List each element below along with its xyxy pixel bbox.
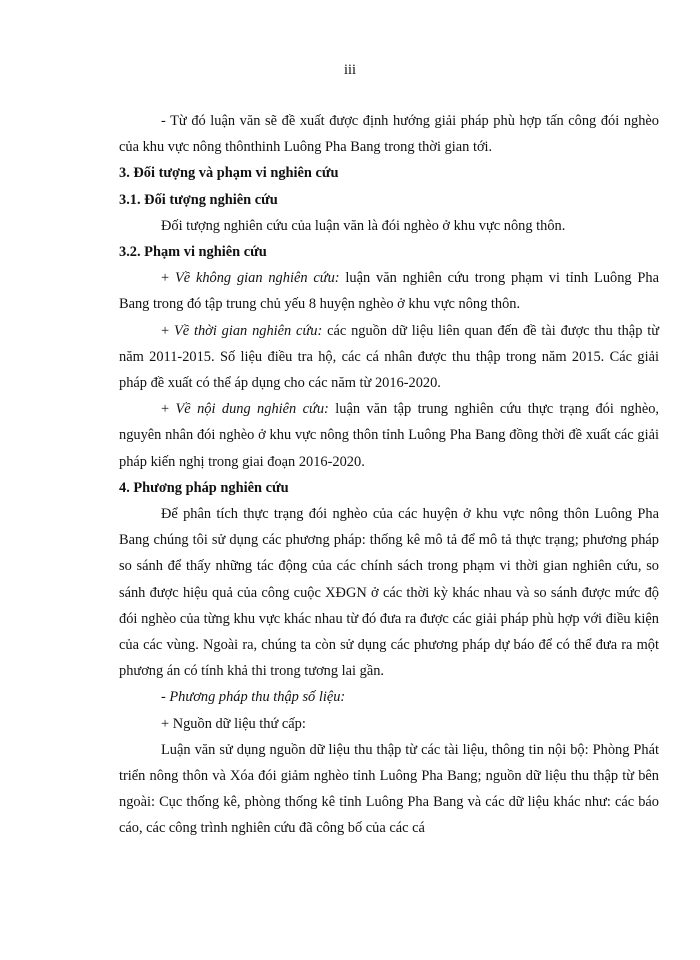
scope-space-lead: + (161, 270, 175, 287)
section-3-1-heading: 3.1. Đối tượng nghiên cứu (119, 191, 278, 208)
methods-paragraph: Để phân tích thực trạng đói nghèo của các huyện ở khu vực nông thôn Luông Pha Bang chúng tôi sử dụng các phương pháp: thống kê mô tả để mô tả thực trạng; phương pháp so sánh để thấy những tác động của các chính sách trong phạm vi thời gian nghiên cứu, so sánh được hiệu quả của công cuộc XĐGN ở các thời kỳ khác nhau và so sánh được mức độ đói nghèo của từng khu vực khác nhau từ đó đưa ra được các giải pháp phù hợp với điều kiện của các vùng. Ngoài ra, chúng ta còn sử dụng các phương pháp dự báo để có thể đưa ra một phương án có tính khả thi trong tương lai gần. (119, 506, 659, 680)
scope-space-paragraph (119, 265, 659, 317)
scope-time-lead: + (161, 322, 174, 339)
scope-time-paragraph (119, 318, 659, 397)
scope-content-text: luận văn tập trung nghiên cứu thực trạng đói nghèo, nguyên nhân đói nghèo ở khu vực nông thôn tỉnh Luông Pha Bang đồng thời đề xuất các giải pháp kiến nghị trong giai đoạn 2016-2020. (119, 401, 659, 470)
scope-space-label: Về không gian nghiên cứu: (174, 270, 340, 287)
scope-space-text: luận văn nghiên cứu trong phạm vi tỉnh Luông Pha Bang trong đó tập trung chủ yếu 8 huyện nghèo ở khu vực nông thôn. (119, 270, 660, 313)
scope-time-text: các nguồn dữ liệu liên quan đến đề tài được thu thập từ năm 2011-2015. Số liệu điều tra hộ, các cá nhân được thu thập trong năm 2015. Các giải pháp đề xuất có thể áp dụng cho các năm từ 2016-2020. (119, 322, 660, 392)
scope-time-label: Về thời gian nghiên cứu: (173, 322, 323, 339)
section-3-heading: 3. Đối tượng và phạm vi nghiên cứu (119, 165, 339, 182)
scope-content-label: Về nội dung nghiên cứu: (175, 401, 329, 418)
scope-content-paragraph (119, 396, 659, 475)
page-body (119, 108, 659, 842)
section-3-2-heading: 3.2. Phạm vi nghiên cứu (119, 244, 267, 261)
page-number: iii (344, 62, 356, 78)
data-collection-label: - Phương pháp thu thập số liệu: (161, 689, 346, 706)
secondary-source-label: + Nguồn dữ liệu thứ cấp: (161, 715, 306, 732)
section-3-1-text: Đối tượng nghiên cứu của luận văn là đói nghèo ở khu vực nông thôn. (161, 217, 566, 234)
secondary-source-paragraph: Luận văn sử dụng nguồn dữ liệu thu thập từ các tài liệu, thông tin nội bộ: Phòng Phát triển nông thôn và Xóa đói giảm nghèo tỉnh Luông Pha Bang; nguồn dữ liệu thu thập từ bên ngoài: Cục thống kê, phòng thống kê tỉnh Luông Pha Bang và các dữ liệu khác như: các báo cáo, các công trình nghiên cứu đã công bố của các cá (119, 741, 659, 837)
scope-content-lead: + (161, 401, 176, 418)
intro-paragraph: - Từ đó luận văn sẽ đề xuất được định hướng giải pháp phù hợp tấn công đói nghèo của khu vực nông thônthinh Luông Pha Bang trong thời gian tới. (119, 113, 659, 156)
section-4-heading: 4. Phương pháp nghiên cứu (119, 479, 289, 496)
